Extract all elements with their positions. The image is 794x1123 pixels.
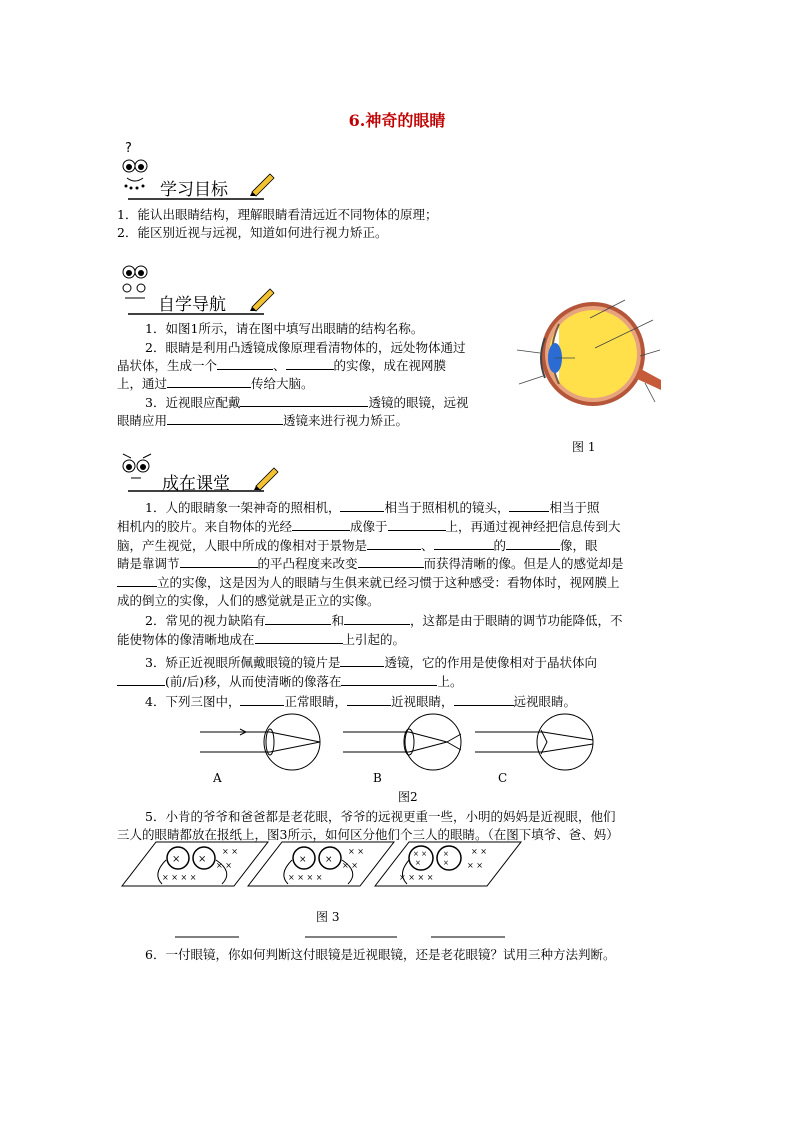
blank[interactable]	[167, 374, 251, 388]
svg-text:×: ×	[443, 859, 449, 867]
self-q3-a: 3．近视眼应配戴 透镜的眼镜，远视	[145, 395, 469, 410]
blank[interactable]	[255, 630, 343, 644]
eye-structure-diagram	[515, 298, 665, 410]
blank[interactable]	[167, 411, 283, 425]
figure-2-caption: 图2	[398, 790, 418, 804]
svg-text:× × × ×: × × × ×	[162, 873, 197, 882]
figure-1-caption: 图 1	[572, 440, 596, 454]
svg-text:× ×: × ×	[471, 847, 487, 856]
blank[interactable]	[509, 498, 549, 512]
figure-3-caption: 图 3	[316, 910, 340, 924]
self-q2-a: 2．眼睛是利用凸透镜成像原理看清物体的，远处物体通过	[145, 340, 466, 355]
svg-text:× × × ×: × × × ×	[288, 873, 323, 882]
class-q1-line3: 脑，产生视觉，人眼中所成的像相对于景物是 、 的 像，眼	[117, 538, 598, 553]
blank[interactable]	[358, 554, 424, 568]
class-q1-line4: 睛是靠调节 的平凸程度来改变 而获得清晰的像。但是人的感觉却是	[117, 556, 624, 571]
svg-text:× ×: × ×	[216, 861, 232, 870]
eye-ray-diagram-c	[475, 712, 605, 772]
blank[interactable]	[292, 517, 350, 531]
blank[interactable]	[506, 536, 560, 550]
svg-text:× × × ×: × × × ×	[399, 873, 434, 882]
class-q5-line1: 5．小肯的爷爷和爸爸都是老花眼，爷爷的远视更重一些，小明的妈妈是近视眼，他们	[145, 809, 616, 824]
section-heading-classroom: 成在课堂	[162, 474, 230, 494]
blank[interactable]	[217, 356, 273, 370]
section-heading-goals: 学习目标	[160, 180, 228, 200]
fig2-label-b: B	[373, 771, 382, 785]
class-q5-line2: 三人的眼睛都放在报纸上，图3所示，如何区分他们个三人的眼睛。（在图下填爷、爸、妈）	[117, 827, 619, 842]
class-q1-line6: 成的倒立的实像，人们的感觉就是正立的实像。	[117, 593, 380, 608]
svg-text:?: ?	[125, 141, 132, 156]
blank[interactable]	[240, 692, 284, 706]
svg-text:× ×: × ×	[222, 847, 238, 856]
blank[interactable]	[286, 356, 334, 370]
svg-text:×: ×	[325, 855, 333, 865]
eye-ray-diagram-a	[200, 712, 330, 772]
fig3-answer-blanks	[175, 936, 505, 940]
svg-text:× ×: × ×	[348, 847, 364, 856]
pencil-icon	[248, 168, 276, 196]
svg-text:× ×: × ×	[413, 850, 427, 858]
blank[interactable]	[341, 672, 437, 686]
class-q4-line: 4．下列三图中， 正常眼睛， 近视眼睛， 远视眼睛。	[145, 694, 577, 709]
class-q2-line2: 能使物体的像清晰地成在 上引起的。	[117, 632, 406, 647]
self-q1: 1．如图1所示，请在图中填写出眼睛的结构名称。	[145, 321, 424, 336]
svg-text:×: ×	[443, 850, 449, 858]
section-underline	[128, 313, 268, 317]
cartoon-icon-classroom	[117, 448, 157, 492]
fig2-label-c: C	[498, 771, 508, 785]
svg-text:× ×: × ×	[467, 861, 483, 870]
section-underline	[128, 198, 268, 202]
section-underline	[128, 490, 268, 494]
blank[interactable]	[434, 536, 494, 550]
class-q3-line1: 3．矫正近视眼所佩戴眼镜的镜片是 透镜，它的作用是使像相对于晶状体向	[145, 655, 597, 670]
self-q3-b: 眼睛应用 透镜来进行视力矫正。	[117, 413, 409, 428]
class-q1-line2: 相机内的胶片。来自物体的光经 成像于 上，再通过视神经把信息传到大	[117, 519, 621, 534]
blank[interactable]	[240, 393, 368, 407]
blank[interactable]	[117, 672, 165, 686]
blank[interactable]	[388, 517, 446, 531]
blank[interactable]	[340, 653, 384, 667]
self-q2-c: 上，通过 传给大脑。	[117, 376, 314, 391]
blank[interactable]	[117, 573, 157, 587]
goal-item-2: 2．能区别近视与远视，知道如何进行视力矫正。	[117, 225, 388, 240]
blank[interactable]	[340, 498, 384, 512]
glasses-on-paper-3	[375, 840, 523, 888]
blank[interactable]	[344, 611, 410, 625]
class-q3-line2: (前/后)移，从而使清晰的像落在 上。	[117, 672, 462, 691]
svg-text:×: ×	[172, 854, 181, 865]
class-q1-line5: 立的实像，这是因为人的眼睛与生俱来就已经习惯于这种感受：看物体时，视网膜上	[117, 573, 620, 592]
cartoon-icon-goals	[117, 140, 157, 196]
eye-ray-diagram-b	[343, 712, 473, 772]
svg-text:×: ×	[198, 854, 207, 865]
pencil-icon	[248, 283, 276, 311]
class-q1-line1: 1．人的眼睛象一架神奇的照相机， 相当于照相机的镜头， 相当于照	[145, 500, 600, 515]
blank[interactable]	[367, 536, 421, 550]
blank[interactable]	[454, 692, 514, 706]
page-title: 6.神奇的眼睛	[348, 111, 446, 130]
self-q2-b: 晶状体，生成一个 、 的实像，成在视网膜	[117, 358, 447, 373]
svg-text:×: ×	[415, 859, 421, 867]
blank[interactable]	[265, 611, 331, 625]
class-q2-line1: 2．常见的视力缺陷有 和 ，这都是由于眼睛的调节功能降低，不	[145, 613, 623, 628]
cartoon-icon-self-study	[117, 260, 157, 306]
glasses-on-paper-2	[248, 840, 396, 888]
fig2-label-a: A	[213, 771, 222, 785]
goal-item-1: 1．能认出眼睛结构，理解眼睛看清远近不同物体的原理；	[117, 207, 438, 222]
svg-text:×: ×	[299, 855, 307, 865]
blank[interactable]	[180, 554, 258, 568]
pencil-icon	[252, 462, 280, 490]
class-q6: 6．一付眼镜，你如何判断这付眼镜是近视眼镜，还是老花眼镜？试用三种方法判断。	[145, 947, 616, 962]
svg-text:× ×: × ×	[342, 861, 358, 870]
section-heading-self-study: 自学导航	[158, 295, 226, 315]
blank[interactable]	[347, 692, 391, 706]
